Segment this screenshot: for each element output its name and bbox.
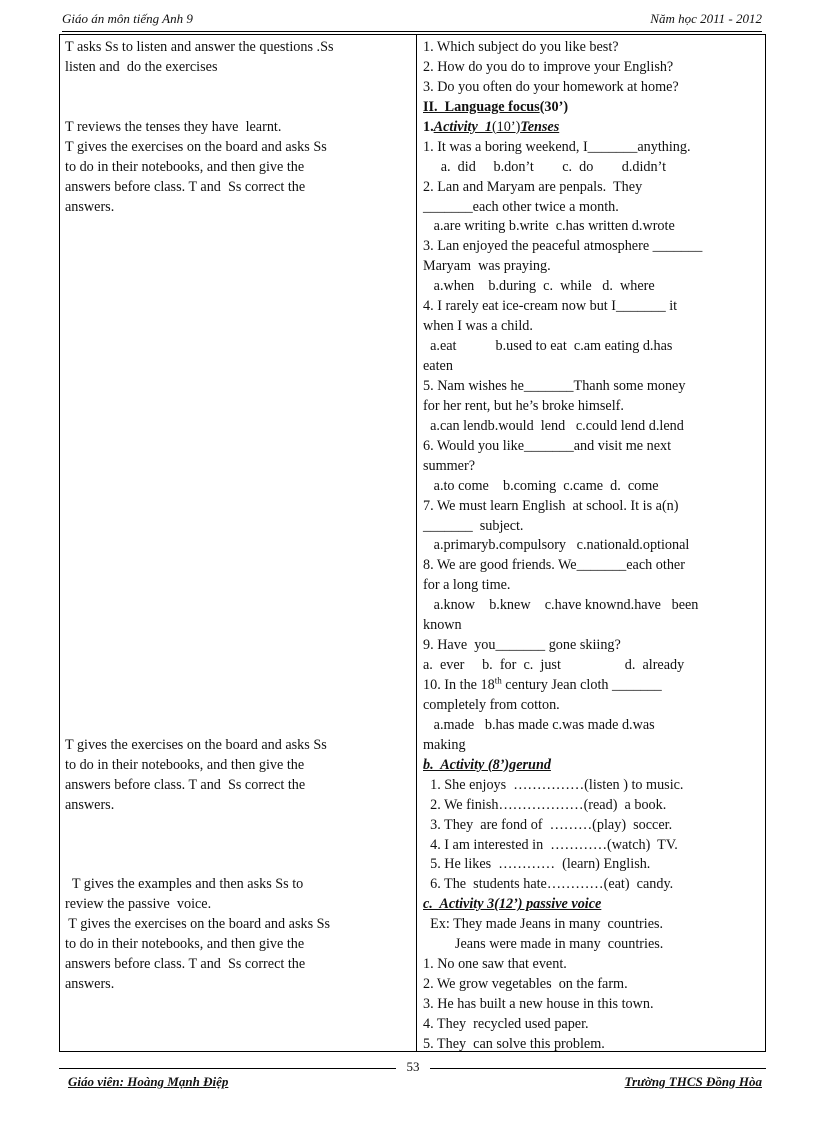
exercise-line: 9. Have you_______ gone skiing? bbox=[423, 637, 621, 654]
content-column bbox=[423, 38, 763, 1055]
teacher-activities-column bbox=[65, 38, 411, 995]
exercise-line: a. ever b. for c. just d. already bbox=[423, 657, 685, 674]
left-line: T gives the exercises on the board and asks Ss bbox=[65, 138, 327, 155]
exercise-line: completely from cotton. bbox=[423, 696, 560, 713]
exercise-line: 6. Would you like_______and visit me next bbox=[423, 437, 672, 454]
exercise-line: 4. I rarely eat ice-cream now but I_______ it bbox=[423, 298, 678, 315]
column-divider bbox=[416, 35, 417, 1051]
gerund-line: 3. They are fond of ………(play) soccer. bbox=[423, 816, 673, 833]
exercise-line-10: 10. In the 18th century Jean cloth _______ bbox=[423, 675, 662, 693]
warmup-question: 1. Which subject do you like best? bbox=[423, 39, 619, 55]
exercise-line: a. did b.don’t c. do d.didn’t bbox=[423, 158, 667, 175]
footer-teacher: Giáo viên: Hoàng Mạnh Điệp bbox=[68, 1074, 229, 1089]
exercise-line: known bbox=[423, 617, 462, 634]
exercise-line: _______ subject. bbox=[423, 517, 524, 534]
exercise-line: 3. Lan enjoyed the peaceful atmosphere _______ bbox=[423, 238, 703, 255]
header-school-year: Năm học 2011 - 2012 bbox=[650, 11, 762, 26]
activity-1-heading: 1.Activity 1(10’)Tenses bbox=[423, 118, 560, 135]
gerund-line: 6. The students hate…………(eat) candy. bbox=[423, 876, 674, 893]
exercise-line: a.to come b.coming c.came d. come bbox=[423, 477, 659, 494]
exercise-line: when I was a child. bbox=[423, 318, 533, 335]
left-line: listen and do the exercises bbox=[65, 58, 218, 75]
gerund-line: 2. We finish………………(read) a book. bbox=[423, 796, 667, 813]
left-line: to do in their notebooks, and then give the bbox=[65, 936, 305, 953]
exercise-line: making bbox=[423, 736, 466, 753]
exercise-line: for her rent, but he’s broke himself. bbox=[423, 397, 624, 414]
activity-3-heading: c. Activity 3(12’) passive voice bbox=[423, 896, 602, 913]
passive-line: 2. We grow vegetables on the farm. bbox=[423, 976, 628, 993]
passive-line: Ex: They made Jeans in many countries. bbox=[423, 916, 664, 933]
page-number: 53 bbox=[396, 1058, 430, 1076]
exercise-line: 5. Nam wishes he_______Thanh some money bbox=[423, 377, 686, 394]
exercise-line: eaten bbox=[423, 358, 453, 374]
left-line: T gives the examples and then asks Ss to bbox=[65, 876, 304, 893]
header-subject: Giáo án môn tiếng Anh 9 bbox=[62, 11, 193, 26]
warmup-question: 3. Do you often do your homework at home? bbox=[423, 78, 679, 95]
gerund-line: 5. He likes ………… (learn) English. bbox=[423, 856, 651, 873]
left-line: answers. bbox=[65, 198, 115, 215]
left-line: answers. bbox=[65, 976, 115, 993]
left-line: T asks Ss to listen and answer the questions .Ss bbox=[65, 39, 334, 55]
left-line: to do in their notebooks, and then give the bbox=[65, 158, 305, 175]
exercise-line: for a long time. bbox=[423, 577, 511, 594]
gerund-line: 1. She enjoys ……………(listen ) to music. bbox=[423, 776, 684, 793]
exercise-line: 2. Lan and Maryam are penpals. They bbox=[423, 178, 643, 195]
left-line: answers before class. T and Ss correct the bbox=[65, 956, 306, 973]
exercise-line: 8. We are good friends. We_______each other bbox=[423, 557, 685, 574]
left-line: T gives the exercises on the board and asks Ss bbox=[65, 736, 327, 753]
exercise-line: a.when b.during c. while d. where bbox=[423, 278, 655, 295]
left-line: answers before class. T and Ss correct the bbox=[65, 178, 306, 195]
exercise-line: a.made b.has made c.was made d.was bbox=[423, 716, 655, 733]
footer-school: Trường THCS Đồng Hòa bbox=[624, 1074, 762, 1089]
left-line: to do in their notebooks, and then give the bbox=[65, 756, 305, 773]
exercise-line: a.primaryb.compulsory c.nationald.optional bbox=[423, 537, 690, 554]
activity-2-heading: b. Activity (8’)gerund bbox=[423, 756, 551, 773]
lesson-table bbox=[59, 34, 766, 1052]
exercise-line: a.eat b.used to eat c.am eating d.has bbox=[423, 338, 673, 355]
page-header bbox=[62, 11, 762, 32]
exercise-line: Maryam was praying. bbox=[423, 258, 551, 275]
gerund-line: 4. I am interested in …………(watch) TV. bbox=[423, 836, 678, 853]
warmup-question: 2. How do you do to improve your English? bbox=[423, 58, 674, 75]
passive-line: Jeans were made in many countries. bbox=[423, 936, 664, 953]
passive-line: 5. They can solve this problem. bbox=[423, 1035, 605, 1052]
passive-line: 1. No one saw that event. bbox=[423, 956, 567, 973]
left-line: answers. bbox=[65, 796, 115, 813]
left-line: answers before class. T and Ss correct the bbox=[65, 776, 306, 793]
exercise-line: _______each other twice a month. bbox=[423, 198, 619, 215]
passive-line: 3. He has built a new house in this town. bbox=[423, 996, 654, 1012]
exercise-line: 1. It was a boring weekend, I_______anything. bbox=[423, 138, 691, 155]
exercise-line: a.are writing b.write c.has written d.wrote bbox=[423, 218, 675, 235]
exercise-line: a.know b.knew c.have knownd.have been bbox=[423, 597, 699, 614]
left-line: T reviews the tenses they have learnt. bbox=[65, 118, 282, 135]
left-line: review the passive voice. bbox=[65, 896, 212, 913]
section-heading-language-focus: II. Language focus(30’) bbox=[423, 98, 569, 115]
left-line: T gives the exercises on the board and asks Ss bbox=[65, 916, 331, 933]
passive-line: 4. They recycled used paper. bbox=[423, 1015, 589, 1032]
exercise-line: a.can lendb.would lend c.could lend d.lend bbox=[423, 417, 684, 434]
exercise-line: 7. We must learn English at school. It is a(n) bbox=[423, 497, 679, 514]
exercise-line: summer? bbox=[423, 457, 476, 474]
